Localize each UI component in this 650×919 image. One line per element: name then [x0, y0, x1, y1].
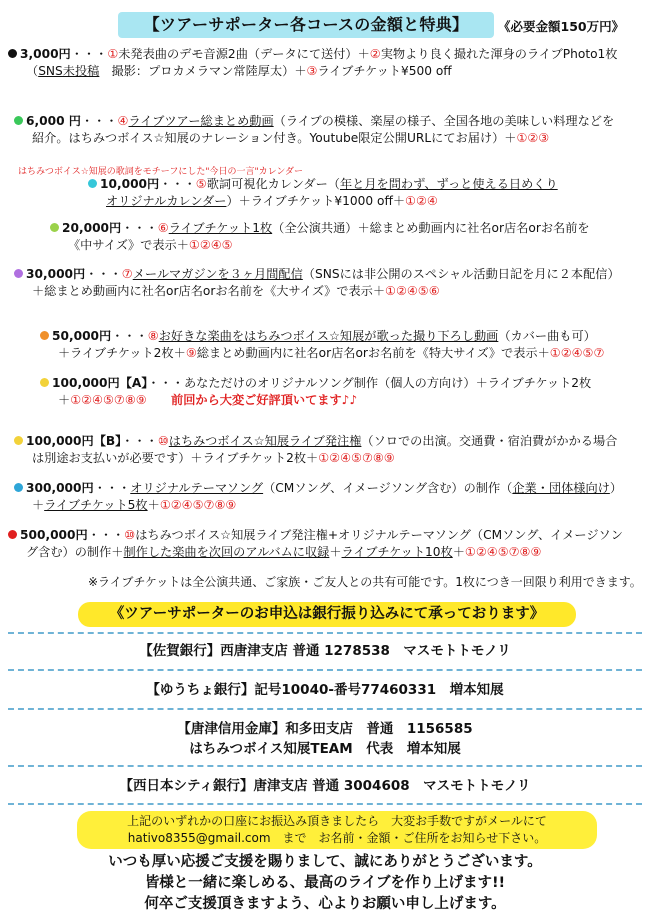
course-text: お好きな楽曲をはちみつボイス☆知展が歌った撮り下ろし動画	[158, 329, 499, 343]
course-text: ・・・	[85, 267, 122, 281]
course-text: 紹介。はちみつボイス☆知展のナレーション付き。Youtube限定公開URLにてお届け）＋	[32, 131, 517, 145]
course-text: （	[26, 64, 39, 78]
course-text: はちみつボイス☆知展ライブ発注権+オリジナルテーマソング（CMソング、イメージソン	[135, 528, 623, 542]
course-text: ＋	[58, 393, 71, 407]
course-text: 制作した楽曲を次回のアルバムに収録	[123, 545, 330, 559]
bullet-dot-icon	[40, 331, 49, 340]
course-text: 年と月を問わず、ずっと使える日めくり	[340, 177, 558, 191]
bullet-dot-icon	[14, 269, 23, 278]
bullet-dot-icon	[40, 378, 49, 387]
course-item	[40, 375, 591, 409]
course-item	[14, 480, 622, 514]
course-text: ①②④⑤⑥	[385, 284, 440, 298]
course-text: メールマガジンを３ヶ月間配信	[132, 267, 303, 281]
course-text: ＋	[147, 498, 160, 512]
page-title: 【ツアーサポーター各コースの金額と特典】	[118, 12, 494, 38]
course-item	[88, 176, 558, 210]
course-item	[14, 433, 617, 467]
course-item	[14, 266, 620, 300]
course-text: ＋	[329, 545, 342, 559]
closing-message: いつも厚い応援ご支援を賜りまして、誠にありがとうございます。 皆様と一緒に楽しめる、最高のライブを作り上げます!! 何卒ご支援頂きますよう、心よりお願い申し上げます。	[108, 854, 542, 912]
divider	[8, 632, 642, 634]
course-price: 30,000円	[26, 267, 86, 281]
course-text: ①②④⑤	[188, 238, 233, 252]
course-text: ⑧	[147, 329, 159, 343]
course-price: 3,000円	[20, 47, 71, 61]
course-price: 20,000円	[62, 221, 122, 235]
course-price: 100,000円【A】	[52, 376, 148, 390]
course-price: 6,000 円	[26, 114, 81, 128]
course-item	[14, 113, 614, 147]
course-text: ①②④⑤⑦⑧⑨	[159, 498, 237, 512]
contact-email-line: hativo8355@gmail.com まで お名前・金額・ご住所をお知らせ下さい。	[127, 831, 547, 845]
course-text: （CMソング、イメージソング含む）の制作（	[263, 481, 513, 495]
course-price: 50,000円	[52, 329, 112, 343]
course-text: は別途お支払いが必要です）＋ライブチケット2枚＋	[32, 451, 319, 465]
contact-line: 上記のいずれかの口座にお振込み頂きましたら 大変お手数ですがメールにて	[127, 814, 547, 828]
course-text: ・・・	[87, 528, 125, 542]
course-text: ①②④	[405, 194, 438, 208]
course-text: ⑦	[121, 267, 133, 281]
course-text: ＋	[32, 498, 45, 512]
course-text: ライブチケット5枚	[44, 498, 148, 512]
divider	[8, 803, 642, 805]
bullet-dot-icon	[8, 530, 17, 539]
bank-account: 【ゆうちょ銀行】記号10040-番号77460331 増本知展	[146, 682, 504, 698]
course-text: グ含む）の制作＋	[26, 545, 124, 559]
course-text: （SNSには非公開のスペシャル活動日記を月に２本配信）	[302, 267, 620, 281]
course-text: ・・・	[80, 114, 118, 128]
course-text: オリジナルテーマソング	[130, 481, 264, 495]
course-text: ①	[107, 47, 119, 61]
course-text: 撮影：プロカメラマン常陸厚太）＋	[99, 64, 307, 78]
course-text: ・・・	[70, 47, 108, 61]
course-text: ①②④⑤⑦⑧⑨	[318, 451, 395, 465]
course-text: ・・・	[111, 329, 148, 343]
bullet-dot-icon	[50, 223, 59, 232]
ticket-note: ※ライブチケットは全公演共通、ご家族・ご友人との共有可能です。1枚につき一回限り利用できます。	[88, 575, 642, 589]
course-text: （ソロでの出演。交通費・宿泊費がかかる場合	[361, 434, 618, 448]
course-item	[8, 46, 618, 80]
course-text: ①②④⑤⑦⑧⑨	[464, 545, 542, 559]
bullet-dot-icon	[88, 179, 97, 188]
course-text: ①②③	[516, 131, 550, 145]
course-text: ⑤	[195, 177, 207, 191]
course-text: 実物より良く撮れた渾身のライブPhoto1枚	[380, 47, 618, 61]
course-text: ⑩	[124, 528, 136, 542]
course-text: ・・・	[93, 481, 131, 495]
course-text: はちみつボイス☆知展ライブ発注権	[168, 434, 362, 448]
course-text: SNS未投稿	[38, 64, 100, 78]
course-text: オリジナルカレンダー	[106, 194, 227, 208]
course-text: （カバー曲も可）	[498, 329, 596, 343]
course-text: （ライブの模様、楽屋の様子、全国各地の美味しい料理などを	[273, 114, 615, 128]
course-text: ＋	[452, 545, 465, 559]
course-text: ライブチケット¥500 off	[317, 64, 452, 78]
bullet-dot-icon	[14, 436, 23, 445]
course-text: ④	[117, 114, 129, 128]
course-text: 《中サイズ》で表示＋	[68, 238, 189, 252]
course-text: ライブチケット1枚	[168, 221, 273, 235]
course-lead-note: はちみつボイス☆知展の歌詞をモチーフにした"今日の一言"カレンダー	[18, 167, 304, 177]
course-text: 企業・団体様向け	[512, 481, 610, 495]
bank-account: 【西日本シティ銀行】唐津支店 普通 3004608 マスモトトモノリ	[119, 778, 531, 794]
bank-account: 【佐賀銀行】西唐津支店 普通 1278538 マスモトトモノリ	[139, 643, 511, 659]
course-text: ライブチケット10枚	[341, 545, 453, 559]
course-text: ⑥	[157, 221, 169, 235]
course-item	[50, 220, 590, 254]
divider	[8, 765, 642, 767]
course-text: ・・・	[121, 434, 158, 448]
course-text: ＋総まとめ動画内に社名or店名orお名前を《大サイズ》で表示＋	[32, 284, 386, 298]
course-text: （全公演共通）＋総まとめ動画内に社名or店名orお名前を	[272, 221, 590, 235]
course-text: ③	[306, 64, 318, 78]
course-text: ⑨	[185, 346, 197, 360]
course-text: 総まとめ動画内に社名or店名orお名前を《特大サイズ》で表示＋	[196, 346, 550, 360]
course-price: 10,000円	[100, 177, 160, 191]
course-price: 300,000円	[26, 481, 94, 495]
bank-account: 【唐津信用金庫】和多田支店 普通 1156585 はちみつボイス知展TEAM 代表 増本知展	[177, 721, 473, 757]
course-price: 500,000円	[20, 528, 88, 542]
divider	[8, 708, 642, 710]
divider	[8, 669, 642, 671]
course-text: ・・・あなただけのオリジナルソング制作（個人の方向け）＋ライブチケット2枚	[147, 376, 592, 390]
course-text: ）	[609, 481, 623, 495]
contact-note	[77, 811, 597, 849]
bullet-dot-icon	[8, 49, 17, 58]
course-text: 歌詞可視化カレンダー（	[206, 177, 340, 191]
bullet-dot-icon	[14, 483, 23, 492]
course-text: ①②④⑤⑦	[549, 346, 605, 360]
course-item	[8, 527, 623, 561]
payment-banner: 《ツアーサポーターのお申込は銀行振り込みにて承っております》	[78, 602, 576, 627]
course-text: ⑩	[157, 434, 169, 448]
course-text: ①②④⑤⑦⑧⑨	[70, 393, 147, 407]
course-price: 100,000円【B】	[26, 434, 122, 448]
course-text: ・・・	[121, 221, 158, 235]
course-text: 前回から大変ご好評頂いてます♪♪	[146, 393, 358, 407]
course-text: ・・・	[159, 177, 196, 191]
goal-amount: 《必要金額150万円》	[498, 19, 625, 34]
course-item	[40, 328, 604, 362]
course-text: ②	[369, 47, 381, 61]
bullet-dot-icon	[14, 116, 23, 125]
course-text: ）＋ライブチケット¥1000 off＋	[226, 194, 406, 208]
course-text: 未発表曲のデモ音源2曲（データにて送付）＋	[118, 47, 370, 61]
course-text: ＋ライブチケット2枚＋	[58, 346, 186, 360]
course-text: ライブツアー総まとめ動画	[128, 114, 274, 128]
